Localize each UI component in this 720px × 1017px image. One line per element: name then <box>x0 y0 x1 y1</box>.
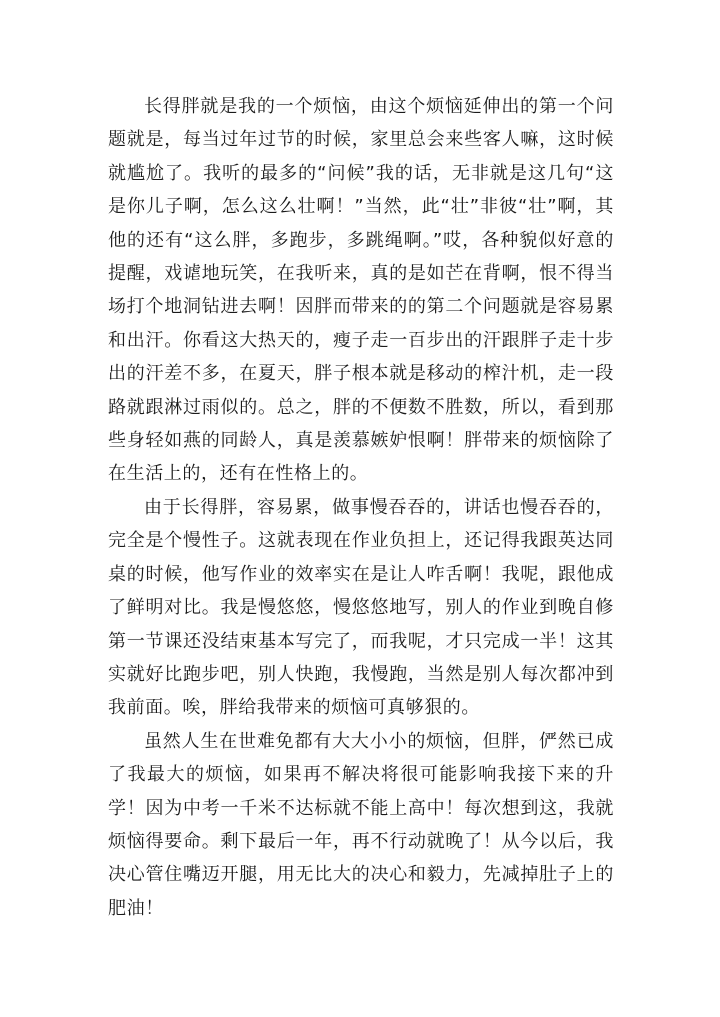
paragraph-1: 长得胖就是我的一个烦恼，由这个烦恼延伸出的第一个问题就是，每当过年过节的时候，家里总会来些客人嘛，这时候就尴尬了。我听的最多的“问候”我的话，无非就是这几句“这是你儿子啊，怎么这么壮啊！”当然，此“壮”非彼“壮”啊，其他的还有“这么胖，多跑步，多跳绳啊。”哎，各种貌似好意的提醒，戏谑地玩笑，在我听来，真的是如芒在背啊，恨不得当场打个地洞钻进去啊！因胖而带来的的第二个问题就是容易累和出汗。你看这大热天的，瘦子走一百步出的汗跟胖子走十步出的汗差不多，在夏天，胖子根本就是移动的榨汁机，走一段路就跟淋过雨似的。总之，胖的不便数不胜数，所以，看到那些身轻如燕的同龄人，真是羡慕嫉妒恨啊！胖带来的烦恼除了在生活上的，还有在性格上的。 <box>108 96 614 485</box>
essay-body <box>108 90 614 925</box>
paragraph-2: 由于长得胖，容易累，做事慢吞吞的，讲话也慢吞吞的，完全是个慢性子。这就表现在作业负担上，还记得我跟英达同桌的时候，他写作业的效率实在是让人咋舌啊！我呢，跟他成了鲜明对比。我是慢悠悠，慢悠悠地写，别人的作业到晚自修第一节课还没结束基本写完了，而我呢，才只完成一半！这其实就好比跑步吧，别人快跑，我慢跑，当然是别人每次都冲到我前面。唉，胖给我带来的烦恼可真够狠的。 <box>108 496 614 719</box>
paragraph-3: 虽然人生在世难免都有大大小小的烦恼，但胖，俨然已成了我最大的烦恼，如果再不解决将很可能影响我接下来的升学！因为中考一千米不达标就不能上高中！每次想到这，我就烦恼得要命。剩下最后一年，再不行动就晚了！从今以后，我决心管住嘴迈开腿，用无比大的决心和毅力，先减掉肚子上的肥油！ <box>108 730 614 919</box>
